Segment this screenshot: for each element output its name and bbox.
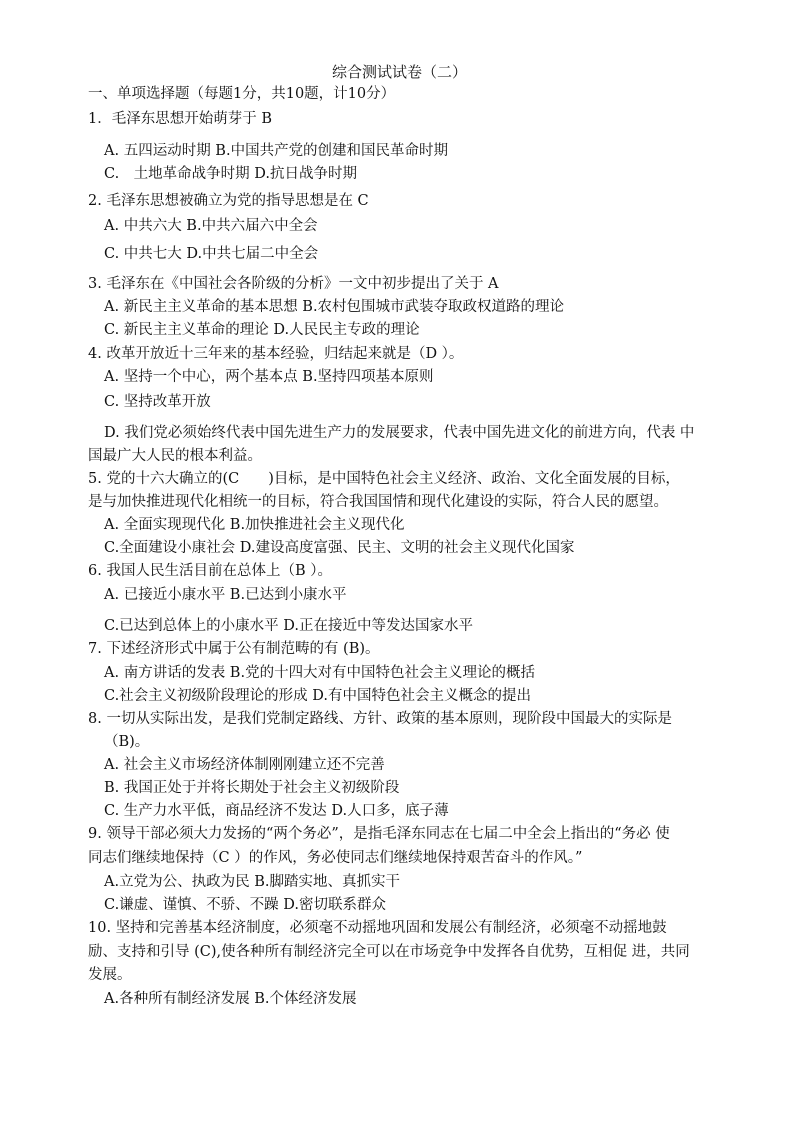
- question-option: D. 我们党必须始终代表中国先进生产力的发展要求，代表中国先进文化的前进方向，代表 中: [104, 425, 695, 441]
- question-stem: 6. 我国人民生活目前在总体上（B ）。: [88, 563, 332, 579]
- question-stem-continued: 同志们继续地保持（C ）的作风，务必使同志们继续地保持艰苦奋斗的作风。”: [88, 850, 583, 866]
- question-stem: 9. 领导干部必须大力发扬的“两个务必”，是指毛泽东同志在七届二中全会上指出的“务必 使: [88, 826, 670, 842]
- question-stem: 4. 改革开放近十三年来的基本经验，归结起来就是（D ）。: [88, 346, 464, 362]
- question-option: C. 坚持改革开放: [104, 394, 211, 410]
- question-option-continued: 国最广大人民的根本利益。: [88, 448, 262, 464]
- question-option: C. 土地革命战争时期 D.抗日战争时期: [104, 166, 358, 182]
- question-option: A. 新民主主义革命的基本思想 B.农村包围城市武装夺取政权道路的理论: [104, 299, 565, 315]
- section-heading: 一、单项选择题（每题1分，共10题，计10分）: [88, 86, 396, 102]
- question-stem-continued: 励、支持和引导 (C),使各种所有制经济完全可以在市场竞争中发挥各自优势，互相促 进，共同: [88, 944, 690, 960]
- question-stem: 2. 毛泽东思想被确立为党的指导思想是在 C: [88, 193, 369, 209]
- question-option: A. 全面实现现代化 B.加快推进社会主义现代化: [104, 517, 405, 533]
- question-stem: 1．毛泽东思想开始萌芽于 B: [88, 111, 272, 127]
- question-stem-continued: 发展。: [88, 967, 132, 983]
- question-option: C.已达到总体上的小康水平 D.正在接近中等发达国家水平: [104, 618, 474, 634]
- question-option: A.各种所有制经济发展 B.个体经济发展: [104, 991, 357, 1007]
- question-option: A. 中共六大 B.中共六届六中全会: [104, 218, 318, 234]
- question-stem: 8. 一切从实际出发，是我们党制定路线、方针、政策的基本原则，现阶段中国最大的实际是: [88, 711, 672, 727]
- question-option: A.立党为公、执政为民 B.脚踏实地、真抓实干: [104, 874, 400, 890]
- question-option: A. 五四运动时期 B.中国共产党的创建和国民革命时期: [104, 143, 449, 159]
- question-stem: 7. 下述经济形式中属于公有制范畴的有 (B)。: [88, 641, 380, 657]
- question-stem: 10. 坚持和完善基本经济制度，必须毫不动摇地巩固和发展公有制经济，必须毫不动摇地鼓: [88, 920, 667, 936]
- question-option: C.社会主义初级阶段理论的形成 D.有中国特色社会主义概念的提出: [104, 688, 532, 704]
- question-option: C. 生产力水平低，商品经济不发达 D.人口多，底子薄: [104, 803, 449, 819]
- question-option: A. 南方讲话的发表 B.党的十四大对有中国特色社会主义理论的概括: [104, 665, 536, 681]
- question-option: C.全面建设小康社会 D.建设高度富强、民主、文明的社会主义现代化国家: [104, 540, 575, 556]
- question-stem-continued: （B)。: [104, 734, 150, 750]
- question-stem: 5. 党的十六大确立的(C )目标，是中国特色社会主义经济、政治、文化全面发展的目标，: [88, 471, 680, 487]
- question-option: C.谦虚、谨慎、不骄、不躁 D.密切联系群众: [104, 897, 387, 913]
- question-option: C. 新民主主义革命的理论 D.人民民主专政的理论: [104, 322, 420, 338]
- question-option: B. 我国正处于并将长期处于社会主义初级阶段: [104, 780, 400, 796]
- question-option: A. 已接近小康水平 B.已达到小康水平: [104, 587, 347, 603]
- question-stem-continued: 是与加快推进现代化相统一的目标，符合我国国情和现代化建设的实际，符合人民的愿望。: [88, 494, 668, 510]
- question-option: C. 中共七大 D.中共七届二中全会: [104, 246, 319, 262]
- question-stem: 3. 毛泽东在《中国社会各阶级的分析》一文中初步提出了关于 A: [88, 276, 499, 292]
- question-option: A. 社会主义市场经济体制刚刚建立还不完善: [104, 757, 385, 773]
- exam-title: 综合测试试卷（二）: [332, 63, 468, 81]
- question-option: A. 坚持一个中心，两个基本点 B.坚持四项基本原则: [104, 369, 434, 385]
